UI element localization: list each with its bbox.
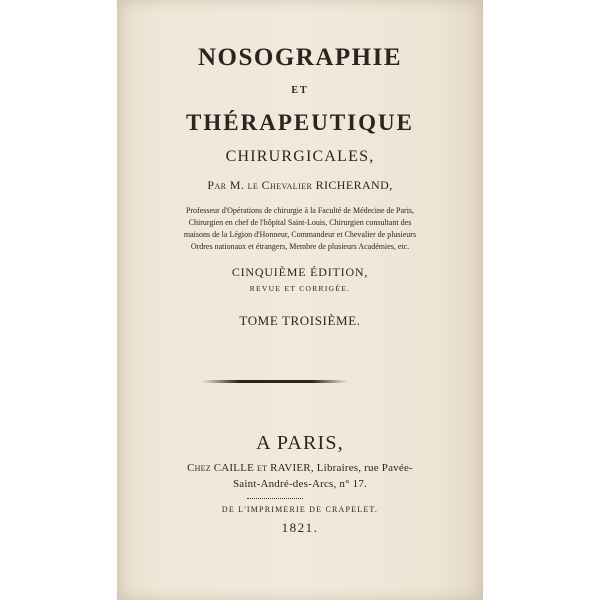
dotted-rule bbox=[247, 498, 303, 499]
revision-line: REVUE ET CORRIGÉE. bbox=[249, 284, 351, 293]
publication-year: 1821. bbox=[281, 520, 319, 535]
edition-line: CINQUIÈME ÉDITION, bbox=[231, 265, 369, 279]
title-line-1: NOSOGRAPHIE bbox=[197, 44, 403, 71]
publisher-address: Saint-André-des-Arcs, n° 17. bbox=[232, 478, 368, 490]
title-conjunction: ET bbox=[291, 85, 309, 96]
publisher-rest: Libraires, rue Pavée- bbox=[313, 462, 413, 474]
volume-line: TOME TROISIÈME. bbox=[239, 313, 361, 328]
title-line-3: CHIRURGICALES, bbox=[225, 148, 375, 165]
credentials-line-2: Chirurgien en chef de l'hôpital Saint-Louis, Chirurgien consultant des bbox=[188, 218, 412, 227]
credentials-line-3: maisons de la Légion d'Honneur, Commandeur et Chevalier de plusieurs bbox=[183, 230, 417, 239]
credentials-line-4: Ordres nationaux et étrangers, Membre de plusieurs Académies, etc. bbox=[190, 242, 410, 251]
publisher-name: Chez CAILLE et RAVIER, bbox=[187, 462, 314, 474]
printer-line: DE L'IMPRIMERIE DE CRAPELET. bbox=[221, 505, 379, 514]
author-line: Par M. le Chevalier RICHERAND, bbox=[207, 178, 393, 192]
credentials-line-1: Professeur d'Opérations de chirurgie à la Faculté de Médecine de Paris, bbox=[185, 206, 415, 215]
title-page bbox=[117, 0, 483, 600]
imprint-city: A PARIS, bbox=[256, 432, 344, 454]
title-line-2: THÉRAPEUTIQUE bbox=[186, 110, 414, 135]
decorative-rule bbox=[202, 380, 348, 383]
publisher-line-1 bbox=[117, 462, 483, 474]
